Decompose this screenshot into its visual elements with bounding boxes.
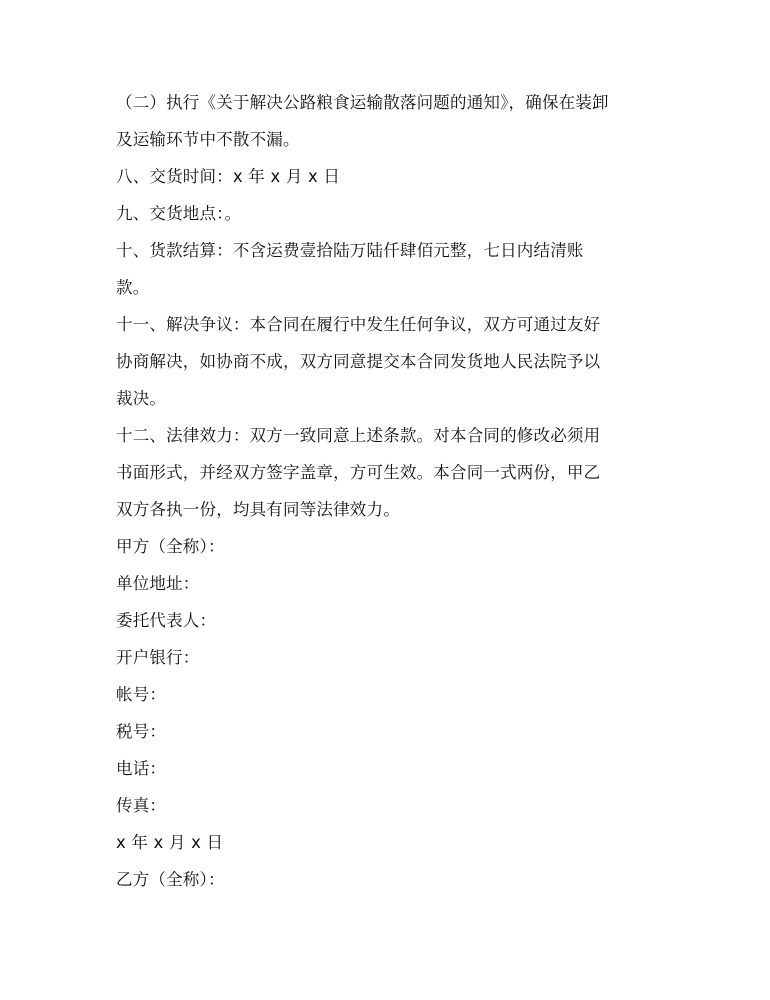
clause-10-payment-line-1: 十、货款结算：不含运费壹拾陆万陆仟肆佰元整，七日内结清账 xyxy=(116,241,584,260)
clause-11-dispute-line-1: 十一、解决争议：本合同在履行中发生任何争议，双方可通过友好 xyxy=(116,315,601,334)
clause-11-dispute-line-2: 协商解决，如协商不成，双方同意提交本合同发货地人民法院予以 xyxy=(116,352,601,371)
clause-9-delivery-location: 九、交货地点：。 xyxy=(116,204,242,223)
party-a-tax-id: 税号： xyxy=(116,722,167,741)
clause-12-validity-line-3: 双方各执一份，均具有同等法律效力。 xyxy=(116,500,400,519)
party-b-name: 乙方（全称）： xyxy=(116,870,225,889)
clause-11-dispute-line-3: 裁决。 xyxy=(116,389,167,408)
party-a-name: 甲方（全称）： xyxy=(116,537,225,556)
clause-8-delivery-time: 八、交货时间：x 年 x 月 x 日 xyxy=(116,167,341,186)
clause-10-payment-line-2: 款。 xyxy=(116,278,150,297)
clause-7-2-line-2: 及运输环节中不散不漏。 xyxy=(116,130,300,149)
party-a-account: 帐号： xyxy=(116,685,167,704)
party-a-representative: 委托代表人： xyxy=(116,611,217,630)
party-a-bank: 开户银行： xyxy=(116,648,200,667)
clause-7-2-line-1: （二）执行《关于解决公路粮食运输散落问题的通知》，确保在装卸 xyxy=(116,93,609,112)
party-a-fax: 传真： xyxy=(116,796,167,815)
clause-12-validity-line-1: 十二、法律效力：双方一致同意上述条款。对本合同的修改必须用 xyxy=(116,426,601,445)
clause-12-validity-line-2: 书面形式，并经双方签字盖章，方可生效。本合同一式两份，甲乙 xyxy=(116,463,601,482)
party-a-phone: 电话： xyxy=(116,759,167,778)
contract-text xyxy=(116,84,661,898)
party-a-address: 单位地址： xyxy=(116,574,200,593)
party-a-date: x 年 x 月 x 日 xyxy=(116,833,224,852)
